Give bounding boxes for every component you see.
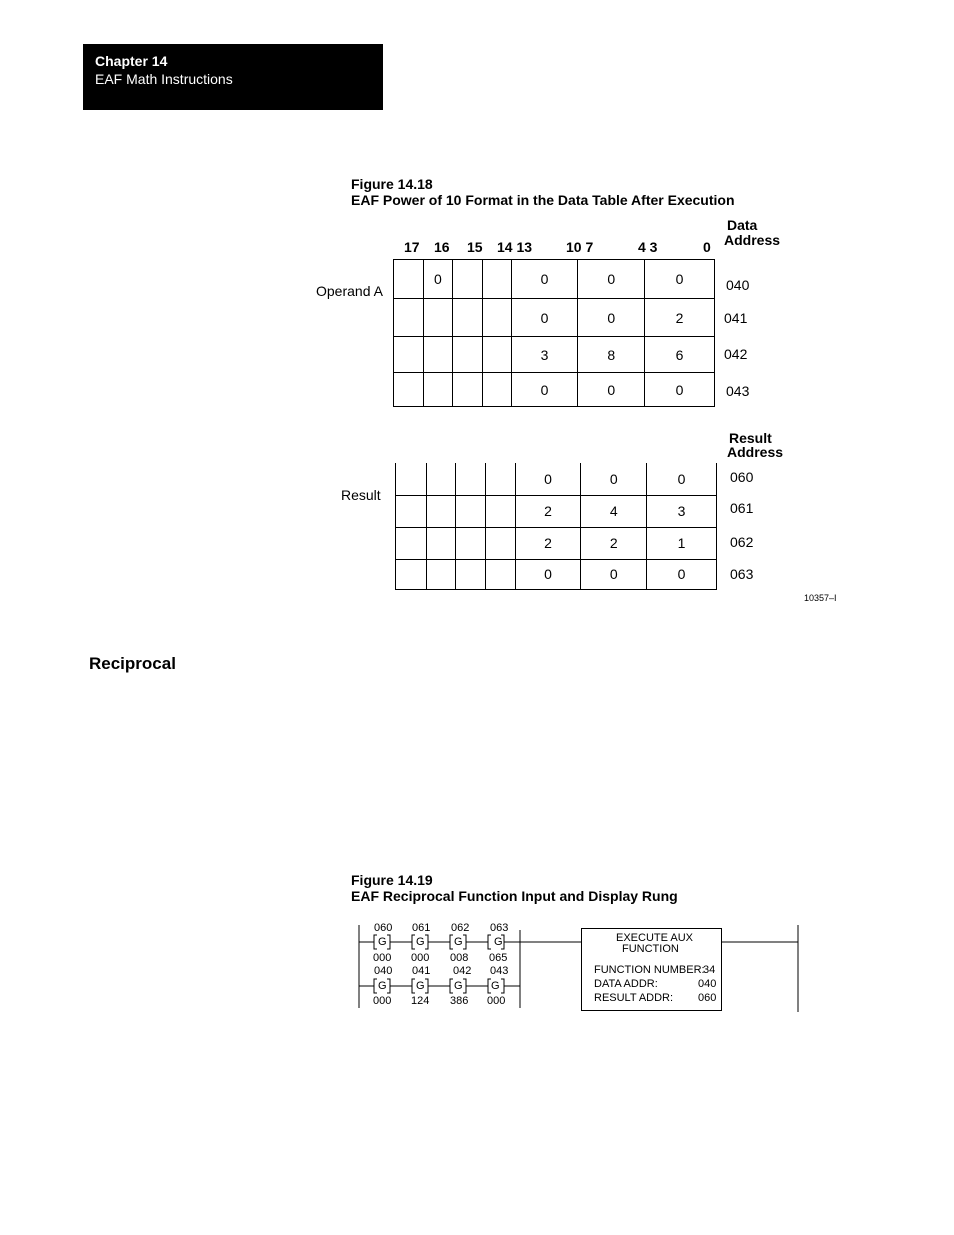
rung2-address-042: 042 <box>453 965 472 977</box>
g-icon: G <box>378 980 387 992</box>
result-table <box>395 463 717 590</box>
figure-code: 10357–I <box>804 593 837 603</box>
g-icon: G <box>454 980 463 992</box>
table-row <box>396 495 717 527</box>
chapter-number: Chapter 14 <box>95 53 168 69</box>
digit-cell: 0 <box>578 260 645 299</box>
figure-1419-title: EAF Reciprocal Function Input and Display Rung <box>351 888 678 904</box>
g-icon: G <box>378 936 387 948</box>
rung1-value-000b: 000 <box>411 952 430 964</box>
chapter-title: EAF Math Instructions <box>95 71 233 87</box>
rung2-value-386: 386 <box>450 995 469 1007</box>
table-row <box>396 559 717 589</box>
table-row <box>394 373 715 407</box>
table-row <box>394 260 715 299</box>
digit-cell: 0 <box>511 299 578 337</box>
rung2-value-000: 000 <box>487 995 506 1007</box>
rung1-address-063: 063 <box>490 922 509 934</box>
bit-label-4-3: 4 3 <box>638 239 658 255</box>
section-title: Reciprocal <box>89 654 176 673</box>
aux-title-2: FUNCTION <box>622 943 679 955</box>
rung2-address-041: 041 <box>412 965 431 977</box>
rung1-address-062: 062 <box>451 922 470 934</box>
digit-cell: 3 <box>647 495 717 527</box>
rung2-address-040: 040 <box>374 965 393 977</box>
operand-a-label: Operand A <box>316 283 383 299</box>
g-icon: G <box>416 936 425 948</box>
sign-cell <box>423 299 452 337</box>
figure-1418-title: EAF Power of 10 Format in the Data Table After Execution <box>351 192 735 208</box>
bit-label-15: 15 <box>467 239 483 255</box>
figure-1419-caption <box>351 872 678 904</box>
operand-table <box>393 259 715 407</box>
table-row <box>396 527 717 559</box>
g-icon: G <box>416 980 425 992</box>
digit-cell: 2 <box>515 495 581 527</box>
digit-cell: 0 <box>645 260 715 299</box>
digit-cell: 3 <box>511 337 578 373</box>
digit-cell: 0 <box>581 463 647 495</box>
data-address-heading-2: Address <box>724 232 781 248</box>
result-address-062: 062 <box>730 534 754 550</box>
sign-cell <box>423 337 452 373</box>
rung1-value-000: 000 <box>373 952 392 964</box>
g-icon: G <box>491 980 500 992</box>
digit-cell: 6 <box>645 337 715 373</box>
rung1-address-060: 060 <box>374 922 393 934</box>
bit-label-0: 0 <box>703 239 711 255</box>
data-address-heading: Data <box>727 217 758 233</box>
digit-cell: 0 <box>578 299 645 337</box>
digit-cell: 2 <box>515 527 581 559</box>
figure-1419-number: Figure 14.19 <box>351 872 433 888</box>
rung2-value-000: 000 <box>373 995 392 1007</box>
data-addr-label: DATA ADDR: <box>594 978 658 990</box>
function-number-value: 34 <box>703 964 716 976</box>
result-addr-value: 060 <box>698 992 717 1004</box>
result-address-heading: Result <box>729 430 772 446</box>
result-addr-label: RESULT ADDR: <box>594 992 674 1004</box>
digit-cell: 8 <box>578 337 645 373</box>
digit-cell: 2 <box>581 527 647 559</box>
function-number-label: FUNCTION NUMBER: <box>594 964 705 976</box>
rung1-value-008: 008 <box>450 952 469 964</box>
rung1-address-061: 061 <box>412 922 431 934</box>
digit-cell: 0 <box>515 559 581 589</box>
g-icon: G <box>454 936 463 948</box>
sign-cell <box>423 373 452 407</box>
figure-1418-number: Figure 14.18 <box>351 176 433 192</box>
table-row <box>394 299 715 337</box>
digit-cell: 1 <box>647 527 717 559</box>
data-addr-value: 040 <box>698 978 717 990</box>
result-address-heading-2: Address <box>727 444 784 460</box>
result-label: Result <box>341 487 381 503</box>
bit-label-16: 16 <box>434 239 450 255</box>
bit-label-17: 17 <box>404 239 420 255</box>
digit-cell: 4 <box>581 495 647 527</box>
digit-cell: 0 <box>581 559 647 589</box>
digit-cell: 0 <box>647 463 717 495</box>
operand-address-041: 041 <box>724 310 748 326</box>
result-address-060: 060 <box>730 469 754 485</box>
g-icon: G <box>494 936 503 948</box>
execute-aux-function-block <box>581 928 722 1011</box>
digit-cell: 0 <box>647 559 717 589</box>
result-address-063: 063 <box>730 566 754 582</box>
operand-address-043: 043 <box>726 383 750 399</box>
rung2-address-043: 043 <box>490 965 509 977</box>
digit-cell: 2 <box>645 299 715 337</box>
rung2-value-124: 124 <box>411 995 430 1007</box>
digit-cell: 0 <box>511 260 578 299</box>
rung1-value-065: 065 <box>489 952 508 964</box>
operand-address-040: 040 <box>726 277 750 293</box>
digit-cell: 0 <box>645 373 715 407</box>
digit-cell: 0 <box>515 463 581 495</box>
bit-label-10-7: 10 7 <box>566 239 594 255</box>
bit-label-14-13: 14 13 <box>497 239 533 255</box>
operand-address-042: 042 <box>724 346 748 362</box>
figure-1418-caption <box>351 176 735 208</box>
table-row <box>396 463 717 495</box>
aux-title-1: EXECUTE AUX <box>616 932 694 944</box>
sign-cell: 0 <box>423 260 452 299</box>
chapter-header <box>83 44 383 110</box>
digit-cell: 0 <box>511 373 578 407</box>
result-address-061: 061 <box>730 500 754 516</box>
table-row <box>394 337 715 373</box>
digit-cell: 0 <box>578 373 645 407</box>
